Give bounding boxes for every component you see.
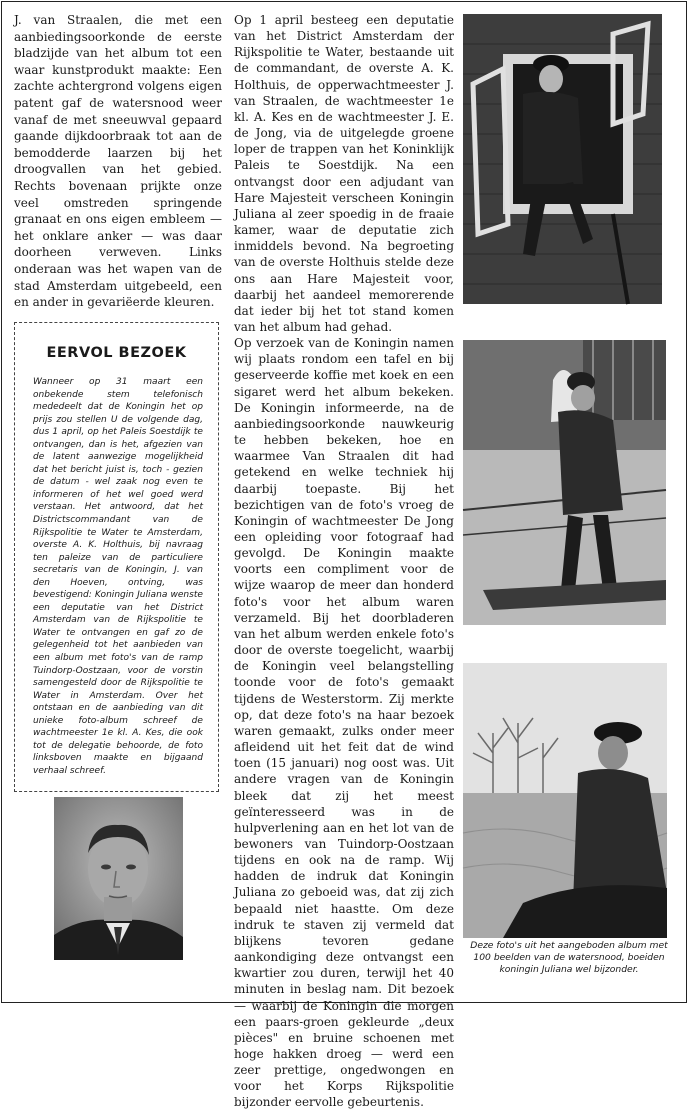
portrait-photo <box>54 797 183 960</box>
boat-flood-icon <box>463 663 667 938</box>
photo-window-climb <box>463 14 662 304</box>
sidebar-title: EERVOL BEZOEK <box>46 345 187 361</box>
main-paragraph-2: Op verzoek van de Koningin namen wij plaats rondom een tafel en bij geserveerde koffie met koek en een sigaret werd het album bekeken. De Koningin informeerde, na de aanbiedingsoorkonde nauwkeurig te hebben bekeken, hoe en waarmee Van Straalen dit had getekend en welke techniek hij daarbij toepaste. Bij het bezichtigen van de foto's vroeg de Koningin of wachtmeester De Jong een opleiding voor fotograaf had gevolgd. De Koningin maakte voorts een compliment voor de wijze waarop de meer dan honderd foto's voor het album waren verzameld. Bij het doorbladeren van het album werden enkele foto's door de overste toegelicht, waarbij de Koningin veel belangstelling toonde voor de foto's gemaakt tijdens de Westerstorm. Zij merkte op, dat deze foto's na haar bezoek waren gemaakt, zulks onder meer afleidend uit het feit dat de wind toen (15 januari) nog oost was. Uit andere vragen van de Koningin bleek dat zij het meest geïnteresseerd was in de hulpverlening aan en het lot van de bewoners van Tuindorp-Oostzaan tijdens en ook na de ramp. Wij hadden de indruk dat Koningin Juliana zo geboeid was, dat zij zich bepaald niet haastte. Om deze indruk te staven zij vermeld dat blijkens tevoren gedane aankondiging deze ontvangst een kwartier zou duren, terwijl het 40 minuten in beslag nam. Dit bezoek — waarbij de Koningin die morgen een paars-groen gekleurde „deux pièces" en bruine schoenen met hoge hakken droeg — werd een zeer prettige, ongedwongen en voor het Korps Rijkspolitie bijzonder eervolle gebeurtenis. <box>234 336 454 1110</box>
window-climb-icon <box>463 14 662 304</box>
portrait-icon <box>54 797 183 960</box>
flood-child-icon <box>463 340 666 625</box>
article-intro <box>14 12 222 311</box>
photo-caption: Deze foto's uit het aangeboden album met 100 beelden van de watersnood, boeiden koningin Juliana wel bijzonder. <box>470 940 668 975</box>
sidebar-text: Wanneer op 31 maart een onbekende stem telefonisch mededeelt dat de Koningin het op prijs zou stellen U de volgende dag, dus 1 april, op het Paleis Soestdijk te ontvangen, dan is het, afgezien van de latent aanwezige mogelijkheid dat het bericht juist is, toch - gezien de datum - wel zaak nog even te informeren of het wel goed werd verstaan. Het antwoord, dat het Districtscommandant van de Rijkspolitie te Water te Amsterdam, overste A. K. Holthuis, bij navraag ten paleize van de particuliere secretaris van de Koningin, J. van den Hoeven, ontving, was bevestigend: Koningin Juliana wenste een deputatie van het District Amsterdam van de Rijkspolitie te Water te ontvangen en gaf zo de gelegenheid tot het aanbieden van een album met foto's van de ramp Tuindorp-Oostzaan, voor de vorstin samengesteld door de Rijkspolitie te Water in Amsterdam. Over het ontstaan en de aanbieding van dit unieke foto-album schreef de wachtmeester 1e kl. A. Kes, die ook tot de delegatie behoorde, de foto linksboven maakte en bijgaand verhaal schreef. <box>33 377 203 776</box>
photo-flood-child <box>463 340 666 625</box>
photo-boat-flood <box>463 663 667 938</box>
article-main <box>234 12 454 1111</box>
intro-paragraph: J. van Straalen, die met een aanbiedingsoorkonde de eerste bladzijde van het album tot een waar kunstprodukt maakte: Een zachte achtergrond volgens eigen patent gaf de watersnood weer vanaf de met sneeuwval gepaard gaande dijkdoorbraak tot aan de bemodderde laarzen bij het droogvallen van het gebied. Rechts bovenaan prijkte onze veel omstreden springende granaat en ons eigen embleem — het onklare anker — was daar doorheen verweven. Links onderaan was het wapen van de stad Amsterdam uitgebeeld, een en ander in gevariëerde kleuren. <box>14 13 222 310</box>
sidebar-box <box>14 322 219 792</box>
main-paragraph-1: Op 1 april besteeg een deputatie van het District Amsterdam der Rijkspolitie te Water, bestaande uit de commandant, de overste A. K. Holthuis, de opperwachtmeester J. van Straalen, de wachtmeester 1e kl. A. Kes en de wachtmeester J. E. de Jong, via de uitgelegde groene loper de trappen van het Koninklijk Paleis te Soestdijk. Na een ontvangst door een adjudant van Hare Majesteit verscheen Koningin Juliana al zeer spoedig in de fraaie kamer, waar de deputatie zich inmiddels bevond. Na begroeting van de overste Holthuis stelde deze ons aan Hare Majesteit voor, daarbij het aandeel memorerende dat ieder bij het tot stand komen van het album had gehad. <box>234 13 454 334</box>
